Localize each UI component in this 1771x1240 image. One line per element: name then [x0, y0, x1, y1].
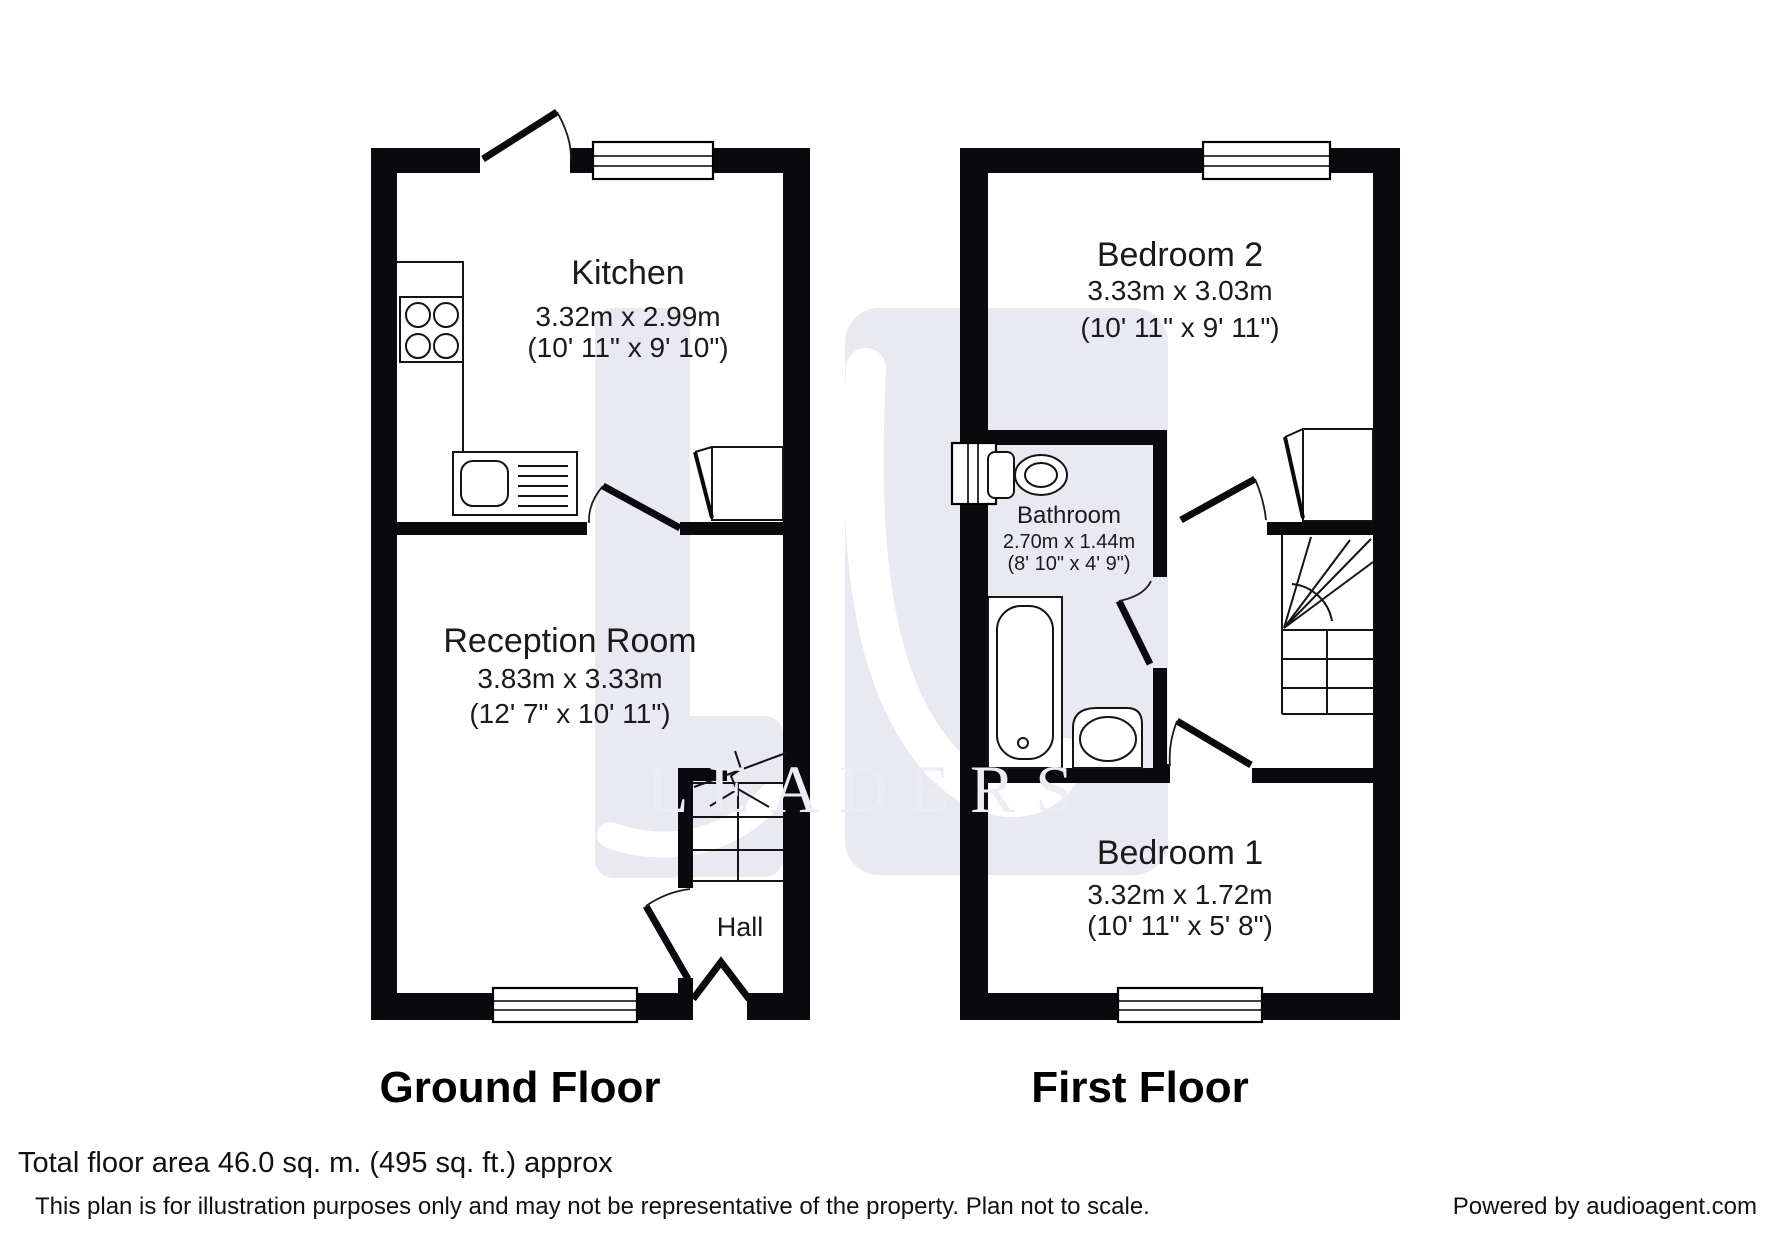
- ff-bedroom1-door: [1170, 721, 1251, 766]
- ff-bedroom1-door-post: [1157, 764, 1170, 783]
- kitchen-dims-imperial: (10' 11" x 9' 10"): [527, 332, 729, 363]
- watermark-brand-text: LEADERS: [647, 751, 1093, 827]
- gf-window-bottom: [493, 988, 637, 1022]
- gf-wall-right: [783, 148, 810, 1020]
- disclaimer-text: This plan is for illustration purposes only and may not be representative of the property. Plan not to scale.: [35, 1193, 1150, 1220]
- ff-bed: [1285, 429, 1373, 521]
- bedroom1-dims-imperial: (10' 11" x 5' 8"): [1087, 910, 1273, 941]
- ground-floor-title: Ground Floor: [379, 1063, 661, 1112]
- gf-wall-bottom-2: [637, 993, 680, 1020]
- ff-bathtub: [988, 597, 1062, 768]
- ff-wall-top-1: [960, 148, 1203, 173]
- reception-dims-metric: 3.83m x 3.33m: [477, 663, 663, 694]
- gf-hob: [400, 297, 463, 362]
- bathroom-label: Bathroom: [1016, 502, 1122, 529]
- first-floor-title: First Floor: [1031, 1063, 1249, 1112]
- ff-wall-right: [1373, 148, 1400, 1020]
- gf-kitchen-divider-wall-1: [397, 522, 587, 535]
- ff-bedroom1-top-wall: [1252, 768, 1373, 783]
- gf-wall-bottom-1: [371, 993, 493, 1020]
- ff-wall-bottom-1: [960, 993, 1118, 1020]
- footer: [18, 1147, 1757, 1220]
- bedroom2-dims-imperial: (10' 11" x 9' 11"): [1080, 312, 1280, 343]
- gf-kitchen-divider-wall-2: [680, 522, 783, 535]
- bathroom-dims-imperial: (8' 10" x 4' 9"): [1007, 553, 1131, 575]
- ff-bathroom-top-wall: [988, 430, 1167, 445]
- ff-window-top: [1203, 142, 1330, 179]
- ff-toilet: [988, 452, 1067, 498]
- gf-window-top: [593, 142, 713, 179]
- bedroom2-dims-metric: 3.33m x 3.03m: [1087, 275, 1273, 306]
- bedroom1-label: Bedroom 1: [1096, 834, 1264, 872]
- reception-dims-imperial: (12' 7" x 10' 11"): [469, 698, 671, 729]
- gf-entrance-door: [693, 962, 749, 999]
- ff-bedroom2-door: [1181, 479, 1266, 520]
- gf-entry-door-post: [678, 978, 693, 1020]
- reception-label: Reception Room: [443, 622, 697, 660]
- gf-wall-top-1: [371, 148, 480, 173]
- ff-stair-top-wall: [1267, 522, 1373, 535]
- ff-window-bottom: [1118, 988, 1262, 1022]
- gf-wall-left: [371, 148, 397, 1020]
- gf-kitchen-back-door: [483, 112, 571, 161]
- total-area-text: Total floor area 46.0 sq. m. (495 sq. ft.) approx: [18, 1147, 613, 1179]
- bedroom1-dims-metric: 3.32m x 1.72m: [1087, 879, 1273, 910]
- gf-kitchen-sink: [453, 452, 577, 515]
- gf-wall-top-2: [570, 148, 593, 173]
- powered-by-text: Powered by audioagent.com: [1452, 1193, 1757, 1220]
- ground-floor-plan: [371, 112, 810, 1112]
- gf-hall-reception-door: [646, 889, 690, 979]
- ff-stairs: [1282, 535, 1373, 714]
- ff-bathroom-right-wall-1: [1153, 430, 1167, 577]
- bathroom-dims-metric: 2.70m x 1.44m: [1002, 531, 1136, 553]
- ff-wall-bottom-2: [1262, 993, 1400, 1020]
- gf-wall-bottom-3: [747, 993, 810, 1020]
- gf-bed: [695, 447, 783, 520]
- first-floor-plan: [952, 142, 1400, 1112]
- hall-label: Hall: [716, 912, 764, 942]
- ff-wall-left-1: [960, 148, 988, 443]
- bedroom2-label: Bedroom 2: [1096, 236, 1264, 274]
- kitchen-label: Kitchen: [571, 254, 685, 292]
- kitchen-dims-metric: 3.32m x 2.99m: [535, 301, 721, 332]
